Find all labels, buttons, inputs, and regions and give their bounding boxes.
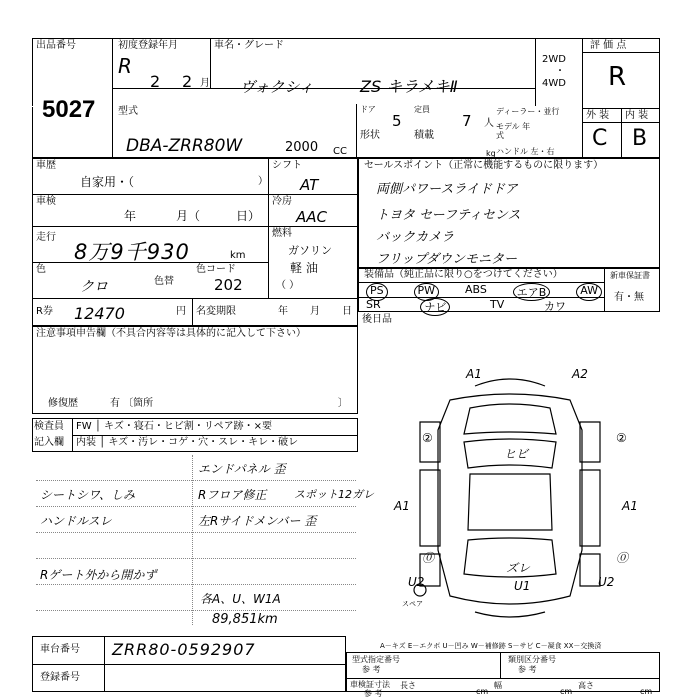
rear-bumper — [475, 612, 545, 617]
equipment-label: 装備品（純正品に限り○をつけてください） — [364, 269, 563, 280]
remark-line — [36, 584, 356, 585]
equip-abs: ABS — [464, 283, 487, 296]
shape-label: 形状 — [360, 130, 380, 141]
r-ticket-value: 12470 — [74, 304, 125, 323]
width-label: 幅 — [494, 681, 502, 690]
divider — [32, 194, 358, 195]
width-cm: cm — [560, 687, 573, 696]
remark-right-4: 左Rサイドメンバー 歪 — [198, 514, 317, 528]
mark-right-fender: ② — [616, 431, 627, 445]
right-doors — [580, 470, 600, 546]
equip-sr: SR — [366, 298, 381, 311]
divider — [112, 106, 113, 158]
model-year-label: モデル 年式 — [496, 122, 531, 140]
car-name: ヴォクシィ — [240, 78, 314, 96]
equip-airbag: エアB — [513, 283, 551, 301]
sales-label: セールスポイント（正常に機能するものに限ります） — [364, 160, 604, 171]
equipment-row-2 — [366, 298, 566, 316]
reg-label: 登録番号 — [40, 672, 80, 683]
month-unit: 月 — [200, 78, 210, 89]
name-change-year: 年 — [278, 306, 288, 317]
warranty-value: 有・無 — [614, 292, 644, 303]
history-close: ） — [258, 176, 268, 187]
capacity-unit: 人 — [484, 118, 494, 129]
after-items-label: 後日品 — [362, 314, 392, 325]
divider — [604, 268, 605, 312]
year-unit: 年 — [124, 209, 137, 223]
remark-line — [36, 480, 356, 481]
mark-left-side: A1 — [394, 499, 410, 513]
remark-line — [36, 532, 356, 533]
remark-line — [36, 610, 356, 611]
model-label: 型式 — [118, 106, 138, 117]
remark-line — [36, 558, 356, 559]
sales-line-3: バックカメラ — [376, 230, 455, 245]
month-unit-inspection: 月（ — [176, 209, 201, 223]
class-ref: 参 考 — [518, 665, 537, 674]
shift-label: シフト — [272, 160, 302, 171]
divider — [346, 678, 660, 679]
mileage-label: 走行 — [36, 232, 56, 243]
ac-label: 冷房 — [272, 196, 292, 207]
color-change-label: 色替 — [154, 276, 174, 287]
load-label: 積載 — [414, 130, 434, 141]
month-value: 2 — [182, 72, 193, 91]
name-change-day: 日 — [342, 306, 352, 317]
doors-label: ドア — [360, 105, 376, 114]
ext-label: 外 装 — [586, 110, 610, 121]
sales-line-4: フリップダウンモニター — [376, 252, 518, 267]
equip-pw: PW — [414, 283, 440, 301]
divider — [268, 158, 269, 298]
year-value: 2 — [150, 72, 161, 91]
kg-unit: kg — [486, 149, 496, 158]
length-cm: cm — [476, 687, 489, 696]
divider — [112, 88, 535, 89]
era-value: R — [118, 54, 132, 78]
mark-left-rear: ⓪ — [422, 551, 435, 565]
history-value: 自家用・（ — [80, 175, 135, 189]
divider — [535, 38, 536, 106]
remark-right-2: Rフロア修正 — [198, 488, 267, 502]
fuel-label: 燃料 — [272, 228, 292, 239]
equip-aw: AW — [576, 283, 602, 301]
grade: ZS キラメキⅡ — [360, 77, 458, 96]
color-value: クロ — [80, 279, 108, 295]
chassis-label: 車台番号 — [40, 644, 80, 655]
divider — [621, 108, 622, 158]
int-grade: B — [632, 126, 648, 151]
mark-front-left: A1 — [466, 367, 482, 381]
repair-value: 有 〔箇所 — [110, 398, 154, 409]
score-value: R — [608, 62, 627, 92]
color-code: 202 — [214, 276, 243, 294]
car-name-label: 車名・グレード — [214, 40, 284, 51]
divider — [500, 652, 501, 678]
ext-grade: C — [592, 126, 608, 151]
cc-unit: CC — [333, 146, 347, 157]
drive-dot: ・ — [555, 66, 565, 77]
yen-unit: 円 — [176, 306, 186, 317]
size-ref: 参 考 — [364, 689, 383, 698]
remark-divider — [192, 455, 193, 625]
first-reg-label: 初度登録年月 — [118, 40, 178, 51]
remark-right-6: 89,851km — [212, 612, 278, 627]
inspector-label-2: 記入欄 — [34, 437, 64, 448]
remark-left-2: ハンドルスレ — [40, 514, 112, 528]
inspection-label: 車検 — [36, 196, 56, 207]
shift-value: AT — [300, 176, 319, 194]
dealer-label: ディーラー・並行 — [496, 107, 560, 116]
height-cm: cm — [640, 687, 653, 696]
divider — [582, 122, 660, 123]
divider — [112, 38, 113, 106]
mark-rear-window: ズレ — [506, 561, 531, 575]
divider — [32, 664, 346, 665]
capacity-label: 定員 — [414, 105, 430, 114]
type-cert-label: 型式指定番号 — [352, 655, 400, 664]
mark-front-right: A2 — [572, 367, 588, 381]
day-unit: 日） — [236, 209, 261, 223]
size-label: 車検証寸法 — [350, 680, 390, 689]
type-cert-ref: 参 考 — [362, 665, 381, 674]
handle-label: ハンドル 左・右 — [496, 147, 555, 156]
mark-rear-gate: U1 — [514, 579, 531, 593]
mark-windshield: ヒビ — [504, 447, 529, 461]
height-label: 高さ — [578, 681, 594, 690]
inspector-label-1: 検査員 — [34, 421, 64, 432]
km-unit: km — [230, 250, 246, 261]
right-front-fender — [580, 422, 600, 462]
divider — [72, 435, 358, 436]
sales-line-2: トヨタ セーフティセンス — [376, 208, 521, 223]
lot-number: 5027 — [42, 96, 96, 123]
ac-value: AAC — [296, 208, 327, 226]
capacity-value: 7 — [462, 112, 472, 130]
remark-right-3: スポット12ガレ — [294, 488, 374, 501]
fuel-diesel: 軽 油 — [290, 261, 318, 275]
score-label: 評 価 点 — [590, 40, 627, 51]
fuel-other: （ ） — [276, 280, 300, 291]
equip-ps: PS — [366, 283, 388, 301]
fuel-gasoline: ガソリン — [288, 244, 332, 257]
mileage-value: 8万9千930 — [74, 240, 190, 264]
remark-right-5: 各A、U、W1A — [200, 592, 281, 606]
lot-label: 出品番号 — [36, 40, 76, 51]
drive-2wd: 2WD — [542, 54, 566, 65]
history-label: 車歴 — [36, 160, 56, 171]
divider — [32, 226, 358, 227]
roof — [468, 474, 552, 530]
chassis-value: ZRR80-0592907 — [112, 640, 256, 659]
drive-4wd: 4WD — [542, 78, 566, 89]
name-change-label: 名変期限 — [196, 306, 236, 317]
remark-line — [36, 506, 356, 507]
class-label: 類別区分番号 — [508, 655, 556, 664]
equip-navi: ナビ — [420, 298, 450, 316]
length-label: 長さ — [400, 681, 416, 690]
model-value: DBA-ZRR80W — [126, 136, 243, 156]
int-label: 内 装 — [625, 110, 649, 121]
repair-label: 修復歴 — [48, 398, 78, 409]
remark-right-1: エンドパネル 歪 — [198, 462, 286, 476]
vehicle-diagram — [360, 350, 660, 640]
divider — [32, 298, 358, 299]
divider — [192, 298, 193, 326]
sales-line-1: 両側パワースライドドア — [376, 182, 518, 197]
color-code-label: 色コード — [196, 264, 236, 275]
mark-rear-right: U2 — [598, 575, 615, 589]
color-label: 色 — [36, 264, 46, 275]
inspector-row-2: 内装 │ キズ・汚レ・コゲ・穴・スレ・キレ・破レ — [76, 437, 299, 448]
displacement: 2000 — [285, 140, 319, 155]
front-bumper — [475, 379, 545, 386]
remark-left-3: Rゲート外から開かず — [40, 568, 157, 582]
mark-right-side: A1 — [622, 499, 638, 513]
spare-label: スペア — [402, 600, 423, 608]
equip-tv: TV — [490, 298, 505, 311]
diagram-legend: A－キズ E－エクボ U－凹み W－補修跡 S－サビ C－凝食 XX－交換済 — [380, 642, 602, 650]
divider — [582, 38, 583, 158]
mark-left-fender: ② — [422, 431, 433, 445]
repair-close: 〕 — [338, 398, 348, 409]
right-rear-quarter — [580, 554, 600, 586]
hood — [464, 404, 556, 434]
mark-right-rear: ⓪ — [616, 551, 629, 565]
mark-rear-left: U2 — [408, 575, 425, 589]
divider — [210, 38, 211, 88]
remark-left-1: シートシワ、しみ — [40, 488, 136, 502]
doors-value: 5 — [392, 112, 402, 130]
r-ticket-label: R券 — [36, 306, 53, 317]
divider — [582, 52, 660, 53]
divider — [356, 104, 357, 158]
name-change-month: 月 — [310, 306, 320, 317]
left-doors — [420, 470, 440, 546]
inspector-row-1: FW │ キズ・寝石・ヒビ割・リペア跡・×要 — [76, 421, 272, 432]
equip-leather: カワ — [544, 300, 566, 313]
notes-label: 注意事項申告欄（不具合内容等は具体的に記入して下さい） — [36, 328, 306, 339]
warranty-label: 新車保証書 — [610, 271, 650, 280]
